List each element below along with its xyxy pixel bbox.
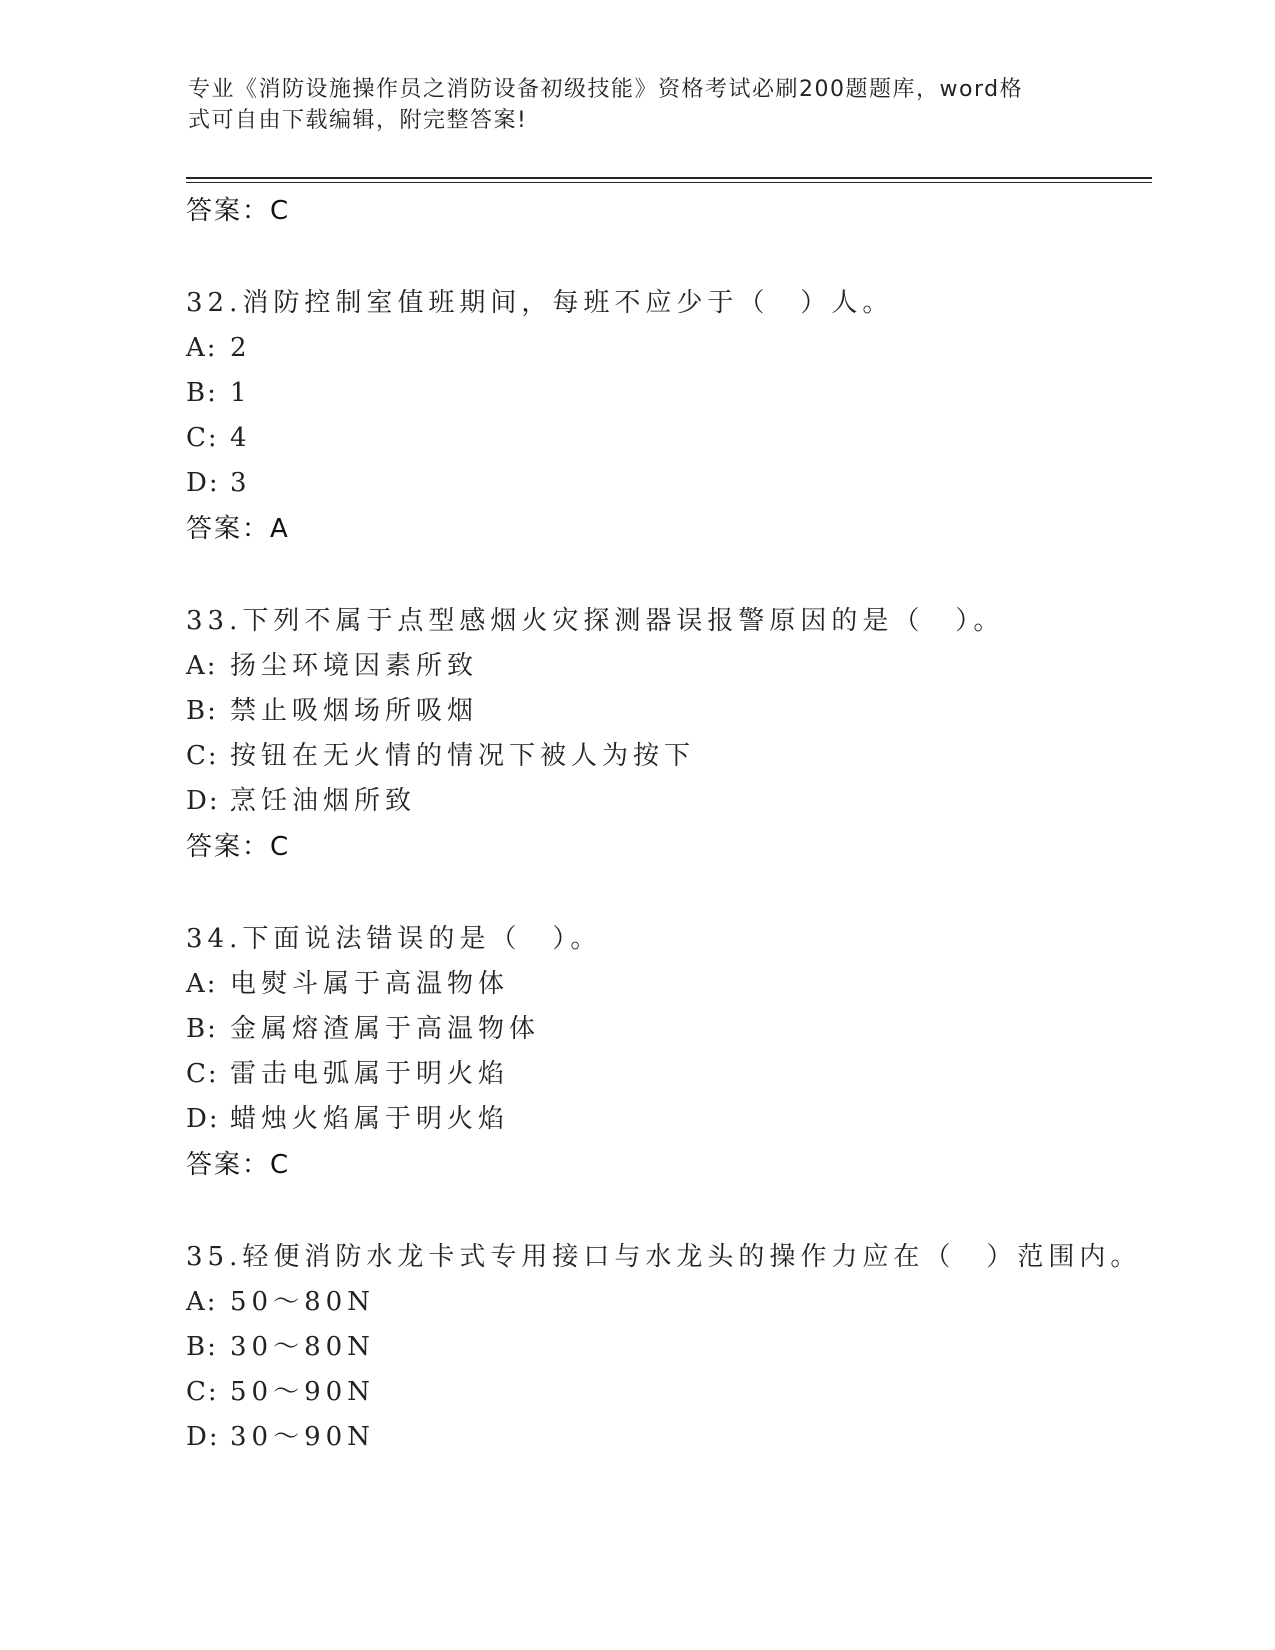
- option-value: 4: [230, 423, 252, 453]
- option-value: 雷击电弧属于明火焰: [230, 1059, 510, 1089]
- answer-line: 答案：C: [186, 832, 291, 862]
- option-value: 电熨斗属于高温物体: [230, 969, 510, 999]
- option-value: 2: [230, 333, 252, 363]
- option-value: 50～80N: [230, 1287, 375, 1317]
- option-key: B:: [186, 378, 218, 408]
- option-key: D:: [186, 1104, 220, 1134]
- option-d: [186, 1097, 1146, 1142]
- option-value: 金属熔渣属于高温物体: [230, 1014, 541, 1044]
- question-text: 34.下面说法错误的是（ ）。: [186, 924, 602, 954]
- option-key: B:: [186, 1332, 218, 1362]
- option-key: C:: [186, 423, 219, 453]
- option-value: 按钮在无火情的情况下被人为按下: [230, 741, 696, 771]
- option-c: [186, 1370, 1146, 1415]
- option-key: A:: [186, 651, 218, 681]
- option-key: D:: [186, 786, 220, 816]
- option-value: 蜡烛火焰属于明火焰: [230, 1104, 510, 1134]
- option-b: [186, 1007, 1146, 1052]
- option-a: [186, 326, 1146, 371]
- question-list: [186, 188, 1146, 1460]
- option-b: [186, 371, 1146, 416]
- question-item: [186, 1234, 1146, 1460]
- option-b: [186, 689, 1146, 734]
- header-title-line-2: 式可自由下载编辑，附完整答案!: [188, 108, 528, 133]
- answer-line: 答案：A: [186, 514, 290, 544]
- header-title-line-1: 专业《消防设施操作员之消防设备初级技能》资格考试必刷200题题库，word格: [188, 77, 1024, 102]
- question-text: 33.下列不属于点型感烟火灾探测器误报警原因的是（ ）。: [186, 606, 1005, 636]
- option-value: 扬尘环境因素所致: [230, 651, 479, 681]
- header-divider: [186, 177, 1152, 179]
- option-key: B:: [186, 1014, 218, 1044]
- option-key: C:: [186, 741, 219, 771]
- option-a: [186, 962, 1146, 1007]
- option-b: [186, 1325, 1146, 1370]
- answer-line: 答案：C: [186, 1150, 291, 1180]
- question-text: 32.消防控制室值班期间，每班不应少于（ ）人。: [186, 288, 894, 318]
- option-key: A:: [186, 969, 218, 999]
- document-header: [188, 74, 1078, 136]
- option-a: [186, 644, 1146, 689]
- option-d: [186, 1415, 1146, 1460]
- option-key: A:: [186, 1287, 218, 1317]
- option-c: [186, 416, 1146, 461]
- option-value: 30～90N: [230, 1422, 375, 1452]
- option-value: 1: [230, 378, 252, 408]
- option-value: 30～80N: [230, 1332, 375, 1362]
- option-key: C:: [186, 1059, 219, 1089]
- option-c: [186, 734, 1146, 779]
- option-key: C:: [186, 1377, 219, 1407]
- question-item: [186, 598, 1146, 870]
- option-d: [186, 461, 1146, 506]
- option-key: D:: [186, 1422, 220, 1452]
- answer-line: 答案：C: [186, 196, 291, 226]
- header-divider-thin: [186, 182, 1152, 183]
- option-value: 禁止吸烟场所吸烟: [230, 696, 479, 726]
- option-value: 3: [230, 468, 252, 498]
- option-c: [186, 1052, 1146, 1097]
- question-item: [186, 280, 1146, 552]
- option-key: A:: [186, 333, 218, 363]
- option-a: [186, 1280, 1146, 1325]
- option-value: 50～90N: [230, 1377, 375, 1407]
- question-item: [186, 916, 1146, 1188]
- option-d: [186, 779, 1146, 824]
- option-value: 烹饪油烟所致: [230, 786, 417, 816]
- option-key: B:: [186, 696, 218, 726]
- option-key: D:: [186, 468, 220, 498]
- question-text: 35.轻便消防水龙卡式专用接口与水龙头的操作力应在（ ）范围内。: [186, 1242, 1142, 1272]
